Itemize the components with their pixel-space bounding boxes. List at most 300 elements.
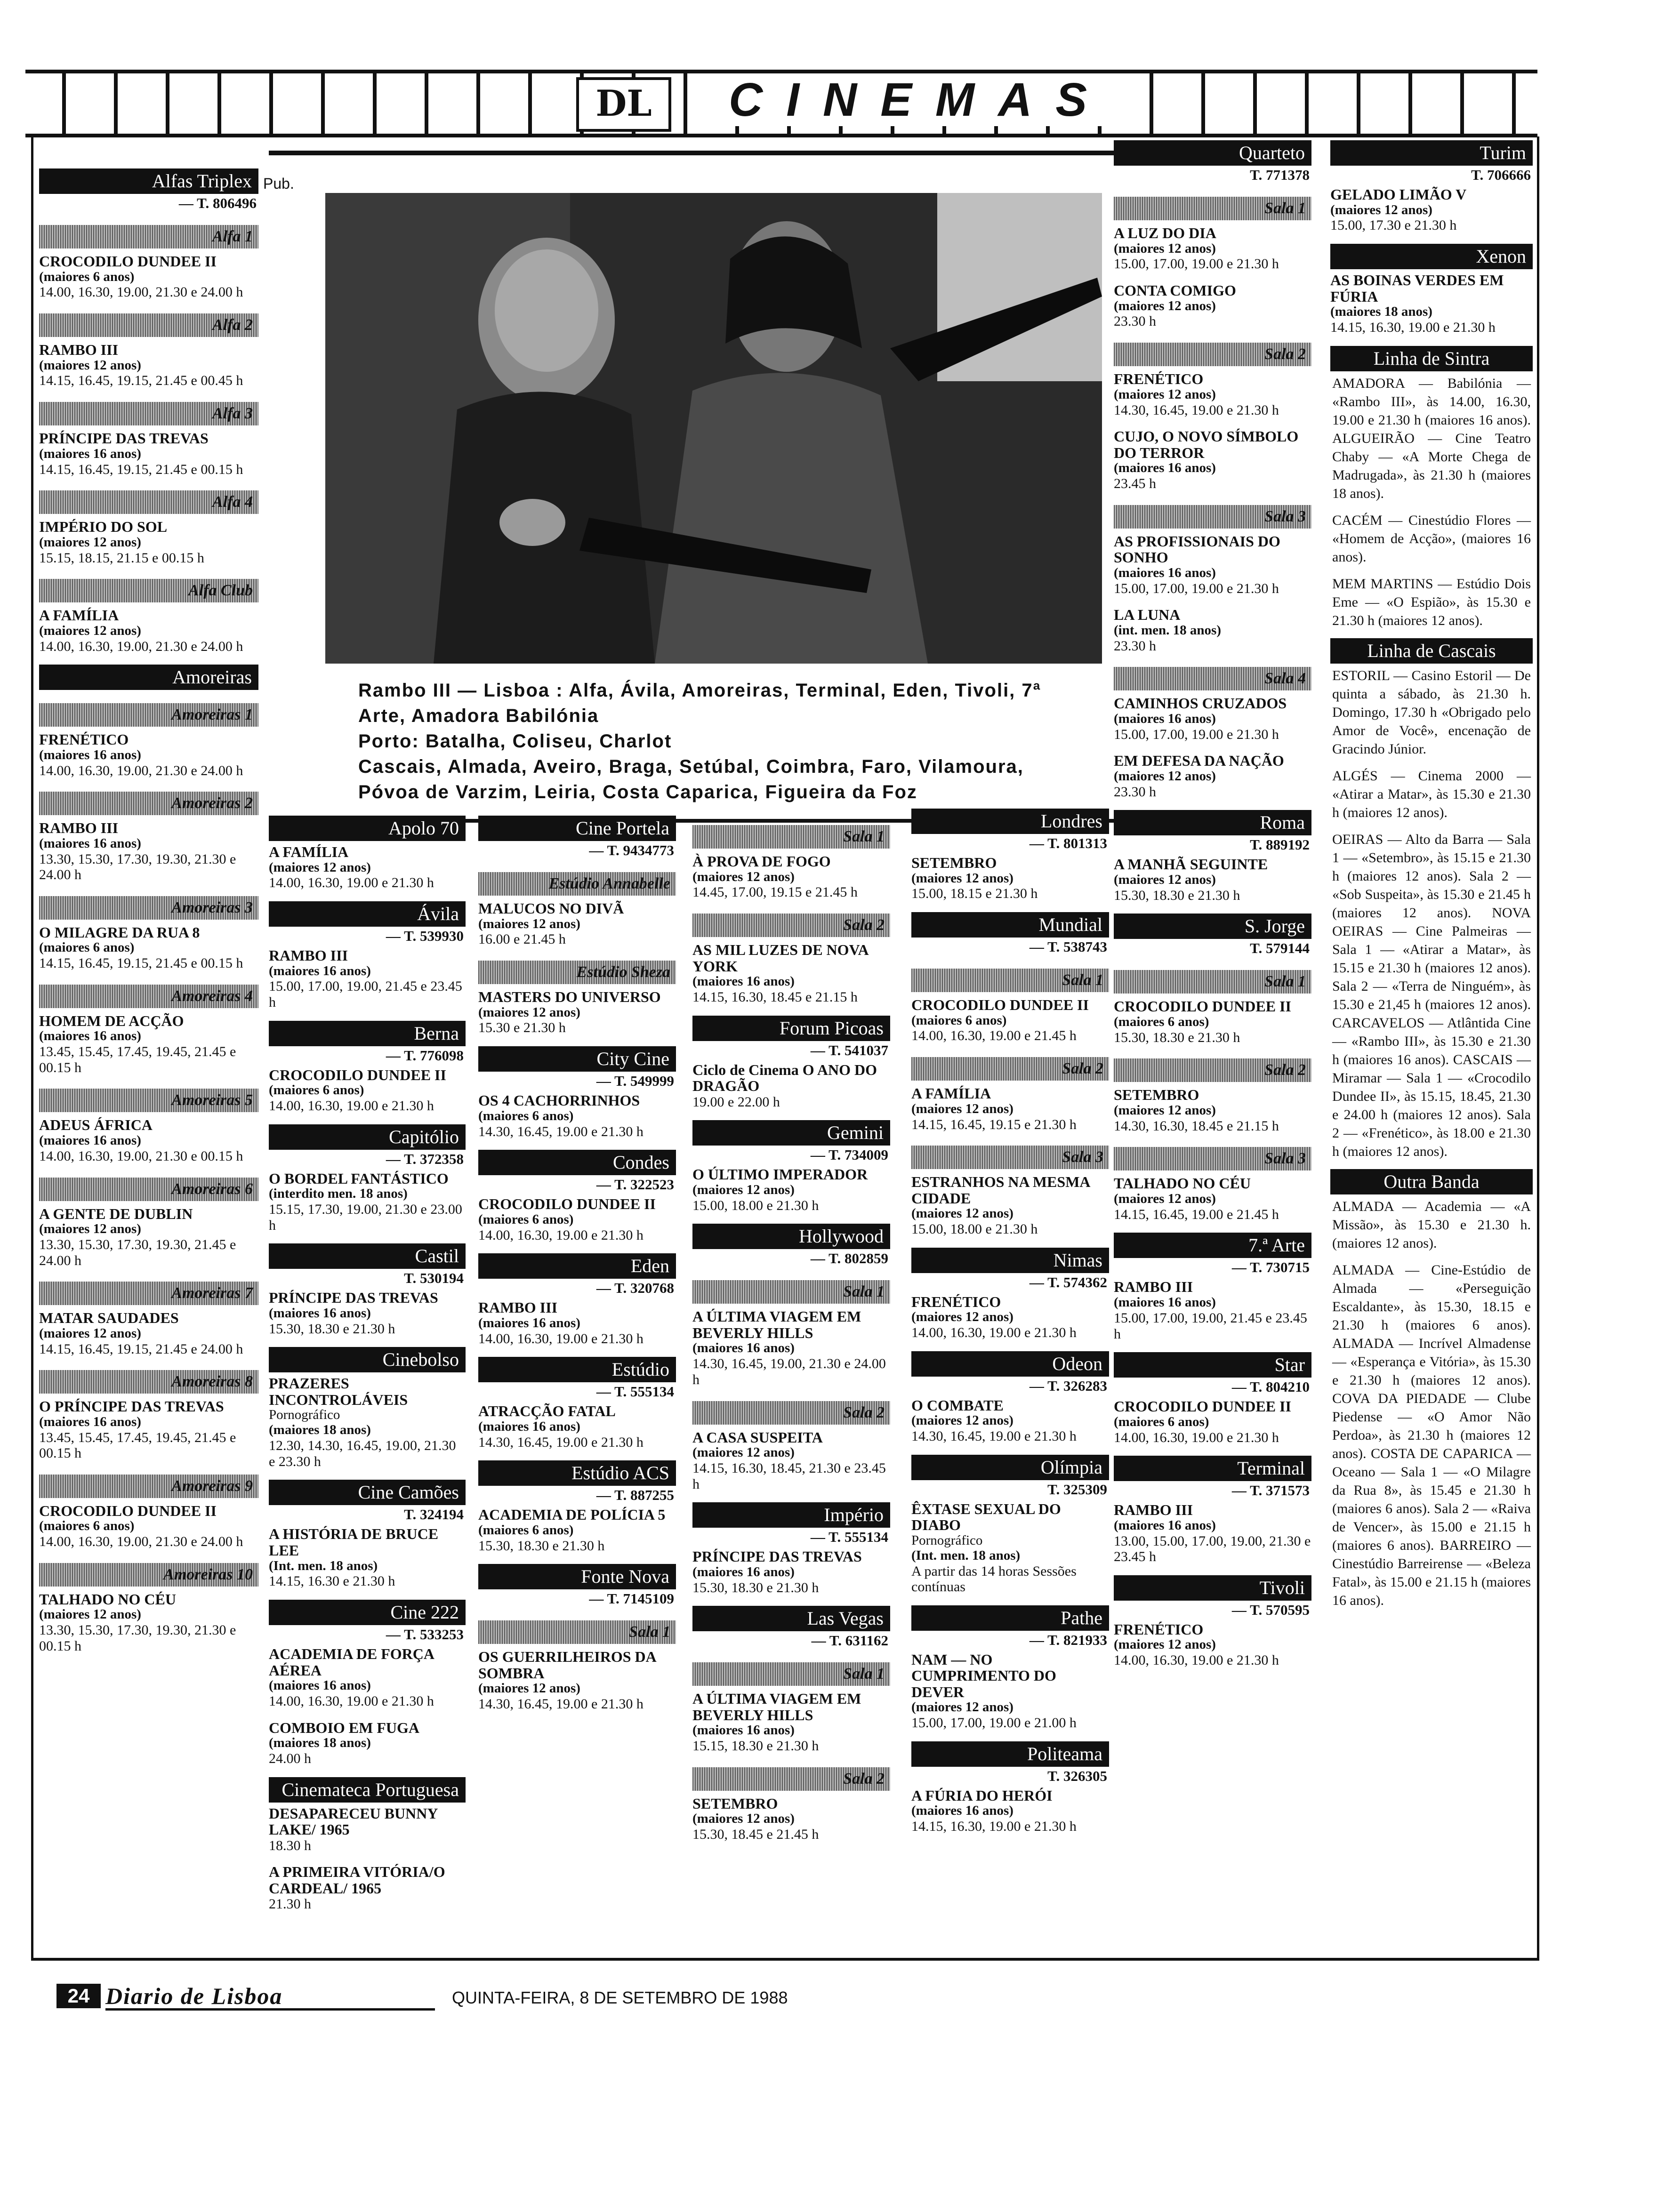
- film-title: EM DEFESA DA NAÇÃO: [1114, 752, 1284, 769]
- film-entry: [39, 1503, 258, 1550]
- film-entry: [39, 1013, 258, 1076]
- showtimes: 13.30, 15.30, 17.30, 19.30, 21.45 e 24.00 h: [39, 1236, 236, 1268]
- caption-line: Cascais, Almada, Aveiro, Braga, Setúbal, Coimbra, Faro, Vilamoura,: [358, 756, 1024, 777]
- phone-number: T. 579144: [1250, 940, 1310, 957]
- age-rating: (maiores 12 anos): [911, 870, 1014, 886]
- screen-label: Sala 2: [692, 914, 890, 937]
- film-entry: [911, 1651, 1109, 1731]
- showtimes: 14.15, 16.45, 19.15, 21.45 e 00.45 h: [39, 373, 243, 389]
- age-rating: (interdito men. 18 anos): [269, 1186, 408, 1202]
- film-entry: [39, 253, 258, 300]
- showtimes: 14.00, 16.30, 19.00, 21.30 e 00.15 h: [39, 1148, 243, 1164]
- showtimes: 23.30 h: [1114, 784, 1156, 800]
- screen-label: Sala 2: [911, 1057, 1109, 1081]
- showtimes: 15.00, 17.00, 19.00 e 21.30 h: [1114, 256, 1279, 272]
- screen-label: Sala 3: [1114, 1147, 1311, 1170]
- screen-label: Amoreiras 4: [39, 985, 258, 1008]
- film-title: PRÍNCIPE DAS TREVAS: [269, 1289, 438, 1306]
- screen-label: Amoreiras 7: [39, 1282, 258, 1305]
- film-entry: [911, 1174, 1109, 1237]
- cinema-heading: Pathe: [911, 1605, 1109, 1631]
- phone-number: — T. 372358: [386, 1150, 464, 1167]
- caption-line: Arte, Amadora Babilónia: [358, 705, 599, 726]
- showtimes: 16.00 e 21.45 h: [478, 931, 566, 947]
- cinema-heading: Linha de Sintra: [1330, 346, 1533, 371]
- cinema-heading: Linha de Cascais: [1330, 638, 1533, 664]
- age-rating: (Int. men. 18 anos): [911, 1547, 1021, 1563]
- showtimes: 13.45, 15.45, 17.45, 19.45, 21.45 e 00.15 h: [39, 1044, 236, 1075]
- film-entry: [692, 1166, 890, 1213]
- age-rating: (maiores 12 anos): [1114, 240, 1216, 256]
- film-entry: [1114, 225, 1311, 272]
- age-rating: (maiores 12 anos): [692, 1811, 795, 1827]
- listing-paragraph: ALMADA — Academia — «A Missão», às 15.30 e 21.30 h. (maiores 12 anos).: [1332, 1198, 1531, 1251]
- age-rating: (maiores 12 anos): [39, 534, 141, 550]
- cinema-heading: Estúdio ACS: [478, 1460, 676, 1486]
- cinema-heading: Quarteto: [1114, 140, 1311, 166]
- age-rating: (maiores 16 anos): [269, 963, 371, 978]
- phone-number: — T. 801313: [1029, 835, 1107, 851]
- film-entry: [478, 1299, 676, 1346]
- film-title: RAMBO III: [1114, 1501, 1193, 1519]
- film-entry: [269, 1864, 466, 1912]
- cinema-heading: Xenon: [1330, 244, 1533, 269]
- cinema-heading: Londres: [911, 809, 1109, 834]
- film-title: SETEMBRO: [1114, 1086, 1199, 1104]
- phone-number: — T. 326283: [1029, 1377, 1107, 1394]
- age-rating: (maiores 16 anos): [39, 1028, 141, 1044]
- phone-number: — T. 806496: [178, 195, 257, 211]
- section-header-band: [25, 70, 1537, 137]
- film-entry: [39, 820, 258, 883]
- age-rating: (maiores 16 anos): [478, 1315, 580, 1330]
- film-entry: [269, 1290, 466, 1337]
- cinema-heading: Las Vegas: [692, 1606, 890, 1631]
- film-entry: [692, 1691, 890, 1754]
- screen-label: Sala 2: [692, 1767, 890, 1791]
- age-rating: (maiores 12 anos): [1114, 1191, 1216, 1206]
- cinema-heading: Roma: [1114, 810, 1311, 835]
- age-rating: (maiores 12 anos): [692, 1445, 795, 1460]
- age-rating: (maiores 18 anos): [269, 1735, 371, 1751]
- film-title: PRÍNCIPE DAS TREVAS: [39, 430, 209, 447]
- showtimes: 15.00, 17.30 e 21.30 h: [1330, 217, 1457, 233]
- film-entry: [911, 1294, 1109, 1341]
- film-entry: [1114, 1398, 1311, 1445]
- cinema-heading: Gemini: [692, 1120, 890, 1146]
- listing-paragraph: AMADORA — Babilónia — «Rambo III», às 14.00, 16.30, 19.00 e 21.30 h (maiores 16 anos). ALGUEIRÃO — Cine Teatro Chaby — «A Morte Chega de Madrugada», às 21.30 h (maiores 18 anos).: [1332, 375, 1531, 501]
- age-rating: (maiores 6 anos): [478, 1211, 574, 1227]
- showtimes: 14.15, 16.30, 18.45 e 21.15 h: [692, 989, 858, 1005]
- showtimes: 13.30, 15.30, 17.30, 19.30, 21.30 e 00.15 h: [39, 1622, 236, 1654]
- film-entry: [269, 1375, 466, 1469]
- film-entry: [1330, 272, 1533, 336]
- showtimes: 23.30 h: [1114, 638, 1156, 654]
- ad-caption: [358, 678, 1111, 805]
- film-entry: [269, 947, 466, 1010]
- film-title: À PROVA DE FOGO: [692, 853, 831, 870]
- cinema-heading: Fonte Nova: [478, 1564, 676, 1589]
- cinema-heading: Cine 222: [269, 1600, 466, 1625]
- screen-label: Sala 1: [1114, 970, 1311, 994]
- film-entry: [1114, 856, 1311, 903]
- film-entry: [269, 1170, 466, 1234]
- showtimes: 14.00, 16.30, 19.00, 21.30 e 24.00 h: [39, 638, 243, 654]
- cinema-heading: City Cine: [478, 1046, 676, 1072]
- cinema-heading: Terminal: [1114, 1456, 1311, 1481]
- film-entry: [911, 855, 1109, 902]
- film-title: AS BOINAS VERDES EM FÚRIA: [1330, 272, 1504, 305]
- age-rating: (maiores 18 anos): [1330, 304, 1432, 320]
- phone-number: — T. 804210: [1231, 1378, 1310, 1395]
- film-entry: [1114, 1279, 1311, 1342]
- showtimes: 15.30, 18.45 e 21.45 h: [692, 1827, 819, 1843]
- showtimes: 14.15, 16.45, 19.15, 21.45 e 00.15 h: [39, 461, 243, 477]
- film-title: CAMINHOS CRUZADOS: [1114, 695, 1287, 712]
- film-entry: [692, 1062, 890, 1110]
- film-entry: [692, 1308, 890, 1387]
- film-title: CROCODILO DUNDEE II: [478, 1195, 656, 1213]
- showtimes: 15.00, 17.00, 19.00, 21.45 e 23.45 h: [269, 978, 462, 1010]
- film-title: ADEUS ÁFRICA: [39, 1116, 153, 1134]
- cinema-heading: Ávila: [269, 901, 466, 927]
- film-entry: [39, 1206, 258, 1269]
- film-entry: [39, 342, 258, 389]
- screen-label: Estúdio Sheza: [478, 961, 676, 984]
- screen-label: Sala 3: [1114, 505, 1311, 529]
- showtimes: 21.30 h: [269, 1896, 311, 1912]
- film-title: A FAMÍLIA: [39, 607, 119, 624]
- showtimes: 15.15, 17.30, 19.00, 21.30 e 23.00 h: [269, 1202, 462, 1233]
- cinema-heading: Apolo 70: [269, 816, 466, 841]
- showtimes: 15.00, 17.00, 19.00, 21.45 e 23.45 h: [1114, 1310, 1307, 1342]
- screen-label: Sala 4: [1114, 667, 1311, 690]
- page-footer: [56, 1983, 788, 2010]
- film-title: A HISTÓRIA DE BRUCE LEE: [269, 1525, 439, 1559]
- age-rating: (maiores 6 anos): [1114, 1414, 1209, 1429]
- cinema-heading: S. Jorge: [1114, 914, 1311, 939]
- cinema-heading: 7.ª Arte: [1114, 1233, 1311, 1258]
- cinema-heading: Politeama: [911, 1741, 1109, 1767]
- listings-frame: [31, 136, 1539, 1961]
- screen-label: Sala 1: [692, 1662, 890, 1686]
- film-title: ACADEMIA DE POLÍCIA 5: [478, 1506, 666, 1523]
- showtimes: 14.00, 16.30, 19.00 e 21.30 h: [1114, 1652, 1279, 1668]
- screen-label: Alfa 3: [39, 402, 258, 425]
- film-title: ATRACÇÃO FATAL: [478, 1403, 616, 1420]
- age-rating: (maiores 16 anos): [269, 1678, 371, 1693]
- age-rating: (maiores 16 anos): [478, 1419, 580, 1434]
- showtimes: 19.00 e 22.00 h: [692, 1094, 780, 1110]
- age-rating: (int. men. 18 anos): [1114, 622, 1221, 638]
- film-entry: [692, 942, 890, 1005]
- film-title: RAMBO III: [39, 341, 119, 359]
- showtimes: 14.15, 16.30 e 21.30 h: [269, 1573, 395, 1589]
- phone-number: T. 325309: [1047, 1481, 1107, 1498]
- age-rating: (maiores 12 anos): [269, 859, 371, 875]
- phone-number: — T. 734009: [810, 1146, 888, 1163]
- age-rating: (maiores 6 anos): [478, 1108, 574, 1123]
- showtimes: 14.30, 16.45, 19.00 e 21.30 h: [478, 1123, 643, 1139]
- screen-label: Sala 3: [911, 1146, 1109, 1169]
- film-entry: [911, 1501, 1109, 1595]
- cinema-heading: Cine Camões: [269, 1480, 466, 1505]
- film-entry: [478, 1649, 676, 1712]
- film-entry: [269, 1646, 466, 1709]
- showtimes: 15.00, 18.00 e 21.30 h: [911, 1221, 1038, 1237]
- age-rating: (maiores 12 anos): [911, 1101, 1014, 1116]
- film-title: SETEMBRO: [911, 854, 997, 871]
- film-title: PRAZERES INCONTROLÁVEIS: [269, 1375, 408, 1408]
- phone-number: T. 889192: [1250, 836, 1310, 853]
- screen-label: Sala 1: [692, 1280, 890, 1304]
- cinema-heading: Cine Portela: [478, 816, 676, 841]
- listing-column: [911, 805, 1109, 1845]
- showtimes: 14.30, 16.45, 19.00 e 21.30 h: [478, 1434, 643, 1450]
- age-rating: (maiores 16 anos): [39, 747, 141, 762]
- film-title: NAM — NO CUMPRIMENTO DO DEVER: [911, 1651, 1056, 1700]
- caption-line: Rambo III — Lisboa : Alfa, Ávila, Amoreiras, Terminal, Eden, Tivoli, 7ª: [358, 680, 1041, 701]
- film-title: RAMBO III: [39, 819, 119, 837]
- phone-number: — T. 555134: [596, 1383, 674, 1400]
- showtimes: 13.30, 15.30, 17.30, 19.30, 21.30 e 24.00 h: [39, 851, 236, 883]
- phone-number: — T. 570595: [1231, 1601, 1310, 1618]
- showtimes: 14.15, 16.30, 19.00 e 21.30 h: [1330, 320, 1496, 336]
- film-entry: [39, 924, 258, 971]
- film-entry: [478, 1092, 676, 1139]
- screen-label: Alfa 4: [39, 490, 258, 514]
- film-title: OS GUERRILHEIROS DA SOMBRA: [478, 1648, 656, 1682]
- film-entry: [39, 1591, 258, 1654]
- film-title: A PRIMEIRA VITÓRIA/O CARDEAL/ 1965: [269, 1863, 445, 1897]
- film-title: O BORDEL FANTÁSTICO: [269, 1170, 449, 1187]
- film-entry: [911, 1085, 1109, 1132]
- showtimes: 14.30, 16.30, 18.45 e 21.15 h: [1114, 1118, 1279, 1134]
- listing-paragraph: CACÉM — Cinestúdio Flores — «Homem de Acção», (maiores 16 anos).: [1332, 512, 1531, 565]
- film-entry: [478, 989, 676, 1036]
- age-rating: (maiores 16 anos): [39, 446, 141, 461]
- film-entry: [39, 731, 258, 778]
- age-rating: (maiores 12 anos): [478, 1681, 580, 1696]
- film-title: FRENÉTICO: [1114, 1620, 1204, 1638]
- showtimes: 14.30, 16.45, 19.00 e 21.30 h: [1114, 402, 1279, 418]
- screen-label: Alfa 1: [39, 225, 258, 248]
- film-entry: [39, 430, 258, 477]
- age-rating: (maiores 16 anos): [692, 1340, 795, 1356]
- showtimes: 14.30, 16.45, 19.00, 21.30 e 24.00 h: [692, 1356, 886, 1387]
- cinema-heading: Cinemateca Portuguesa: [269, 1777, 466, 1803]
- screen-label: Sala 1: [1114, 197, 1311, 220]
- cinema-heading: Outra Banda: [1330, 1169, 1533, 1194]
- age-rating: (maiores 12 anos): [911, 1699, 1014, 1715]
- showtimes: 15.15, 18.30 e 21.30 h: [692, 1738, 819, 1754]
- film-title: Ciclo de Cinema O ANO DO DRAGÃO: [692, 1061, 877, 1095]
- phone-number: T. 706666: [1471, 167, 1531, 183]
- film-entry: [1114, 1621, 1311, 1668]
- phone-number: T. 326305: [1047, 1767, 1107, 1784]
- film-title: CROCODILO DUNDEE II: [269, 1066, 446, 1083]
- film-title: A FAMÍLIA: [269, 843, 349, 860]
- cinema-heading: Amoreiras: [39, 665, 258, 690]
- listing-column: [692, 812, 890, 1853]
- listing-column: [478, 812, 676, 1723]
- showtimes: 14.30, 16.45, 19.00 e 21.30 h: [478, 1696, 643, 1712]
- film-entry: [39, 607, 258, 654]
- phone-number: — T. 538743: [1029, 938, 1107, 955]
- listing-paragraph: ESTORIL — Casino Estoril — De quinta a sábado, às 21.30 h. Domingo, 17.30 h «Obrigado pelo Amor de Você», encenação de Gracindo Júnior.: [1332, 667, 1531, 757]
- showtimes: 14.00, 16.30, 19.00 e 21.45 h: [911, 1028, 1077, 1044]
- showtimes: 12.30, 14.30, 16.45, 19.00, 21.30 e 23.30 h: [269, 1438, 456, 1469]
- film-title: O ÚLTIMO IMPERADOR: [692, 1166, 868, 1183]
- film-entry: [269, 1067, 466, 1114]
- age-rating: (maiores 16 anos): [692, 1723, 795, 1738]
- showtimes: 14.45, 17.00, 19.15 e 21.45 h: [692, 884, 858, 900]
- phone-number: — T. 539930: [386, 928, 464, 945]
- showtimes: 15.00, 18.00 e 21.30 h: [692, 1197, 819, 1213]
- film-title: A ÚLTIMA VIAGEM EM BEVERLY HILLS: [692, 1308, 861, 1341]
- showtimes: 14.15, 16.45, 19.15, 21.45 e 00.15 h: [39, 955, 243, 971]
- film-title: RAMBO III: [1114, 1278, 1193, 1296]
- film-title: PRÍNCIPE DAS TREVAS: [692, 1548, 862, 1565]
- listing-column: [269, 812, 466, 1923]
- age-rating: (maiores 12 anos): [692, 1182, 795, 1197]
- showtimes: 14.00, 16.30, 19.00 e 21.30 h: [269, 875, 434, 891]
- age-rating: (maiores 16 anos): [1114, 1517, 1216, 1533]
- cinema-heading: Nimas: [911, 1248, 1109, 1273]
- film-title: A FÚRIA DO HERÓI: [911, 1787, 1053, 1804]
- film-entry: [39, 1117, 258, 1164]
- film-title: O PRÍNCIPE DAS TREVAS: [39, 1398, 224, 1415]
- showtimes: 15.30, 18.30 e 21.30 h: [1114, 887, 1240, 903]
- film-entry: [1114, 1175, 1311, 1222]
- rambo-advertisement: [263, 151, 1130, 823]
- film-entry: [269, 844, 466, 891]
- film-title: A GENTE DE DUBLIN: [39, 1205, 193, 1222]
- cinema-heading: Hollywood: [692, 1224, 890, 1249]
- age-rating: (maiores 12 anos): [39, 623, 141, 638]
- film-title: CUJO, O NOVO SÍMBOLO DO TERROR: [1114, 428, 1299, 461]
- age-rating: (maiores 12 anos): [1114, 768, 1216, 784]
- film-title: OS 4 CACHORRINHOS: [478, 1092, 640, 1109]
- film-title: A FAMÍLIA: [911, 1085, 991, 1102]
- phone-number: — T. 9434773: [589, 842, 674, 858]
- film-entry: [478, 1196, 676, 1243]
- film-title: RAMBO III: [269, 947, 348, 964]
- rambo-photo: [325, 193, 1102, 664]
- film-title: O MILAGRE DA RUA 8: [39, 923, 200, 941]
- film-title: CROCODILO DUNDEE II: [39, 1502, 217, 1519]
- screen-label: Amoreiras 3: [39, 896, 258, 920]
- phone-number: — T. 555134: [810, 1529, 888, 1546]
- film-entry: [911, 997, 1109, 1044]
- film-entry: [1114, 1502, 1311, 1565]
- screen-label: Amoreiras 9: [39, 1475, 258, 1498]
- showtimes: 14.00, 16.30, 19.00 e 21.30 h: [1114, 1429, 1279, 1445]
- screen-label: Alfa Club: [39, 579, 258, 602]
- age-rating: (maiores 6 anos): [911, 1012, 1007, 1028]
- showtimes: 14.30, 16.45, 19.00 e 21.30 h: [911, 1428, 1077, 1444]
- age-rating: (Int. men. 18 anos): [269, 1558, 378, 1573]
- film-title: ESTRANHOS NA MESMA CIDADE: [911, 1173, 1090, 1207]
- showtimes: A partir das 14 horas Sessões contínuas: [911, 1563, 1077, 1595]
- film-title: CROCODILO DUNDEE II: [1114, 1398, 1291, 1415]
- film-entry: [1114, 753, 1311, 800]
- cinema-heading: Condes: [478, 1150, 676, 1175]
- film-entry: [269, 1720, 466, 1767]
- phone-number: — T. 549999: [596, 1073, 674, 1090]
- film-title: FRENÉTICO: [39, 731, 129, 748]
- showtimes: 14.00, 16.30, 19.00 e 21.30 h: [911, 1325, 1077, 1341]
- showtimes: 15.00, 18.15 e 21.30 h: [911, 886, 1038, 902]
- newspaper-logo: DL: [576, 77, 671, 132]
- phone-number: — T. 7145109: [589, 1590, 674, 1607]
- film-genre: Pornográfico: [269, 1407, 340, 1423]
- showtimes: 15.30, 18.30 e 21.30 h: [269, 1321, 395, 1337]
- age-rating: (maiores 12 anos): [478, 1004, 580, 1020]
- screen-label: Sala 2: [1114, 1058, 1311, 1082]
- age-rating: (maiores 6 anos): [1114, 1014, 1209, 1029]
- pub-label: Pub.: [263, 175, 294, 192]
- age-rating: (maiores 16 anos): [692, 974, 795, 989]
- cinema-heading: Berna: [269, 1021, 466, 1046]
- film-title: CROCODILO DUNDEE II: [39, 253, 217, 270]
- showtimes: 15.00, 17.00, 19.00 e 21.30 h: [1114, 726, 1279, 742]
- showtimes: 13.45, 15.45, 17.45, 19.45, 21.45 e 00.15 h: [39, 1429, 236, 1461]
- age-rating: (maiores 12 anos): [39, 357, 141, 373]
- age-rating: (maiores 16 anos): [269, 1305, 371, 1321]
- age-rating: (maiores 12 anos): [1114, 386, 1216, 402]
- cinema-heading: Estúdio: [478, 1357, 676, 1382]
- age-rating: (maiores 12 anos): [1114, 872, 1216, 887]
- showtimes: 14.00, 16.30, 19.00, 21.30 e 24.00 h: [39, 284, 243, 300]
- showtimes: 15.15, 18.15, 21.15 e 00.15 h: [39, 550, 204, 566]
- film-title: MASTERS DO UNIVERSO: [478, 988, 661, 1006]
- age-rating: (maiores 12 anos): [911, 1309, 1014, 1325]
- showtimes: 24.00 h: [269, 1751, 311, 1766]
- age-rating: (maiores 16 anos): [692, 1564, 795, 1579]
- film-entry: [1114, 428, 1311, 492]
- phone-number: — T. 320768: [596, 1280, 674, 1297]
- showtimes: 14.00, 16.30, 19.00 e 21.30 h: [478, 1330, 643, 1346]
- film-title: RAMBO III: [478, 1299, 558, 1316]
- listing-paragraph: ALGÉS — Cinema 2000 — «Atirar a Matar», às 15.30 e 21.30 h (maiores 12 anos).: [1332, 768, 1531, 820]
- film-title: O COMBATE: [911, 1396, 1004, 1414]
- film-entry: [39, 519, 258, 566]
- listing-column: [1330, 136, 1533, 1618]
- age-rating: (maiores 6 anos): [39, 940, 135, 955]
- cinema-heading: Tivoli: [1114, 1575, 1311, 1601]
- screen-label: Sala 2: [1114, 343, 1311, 366]
- film-genre: Pornográfico: [911, 1532, 983, 1548]
- screen-label: Sala 1: [478, 1620, 676, 1644]
- listing-column: [39, 165, 258, 1664]
- film-title: MATAR SAUDADES: [39, 1309, 179, 1327]
- film-entry: [1114, 695, 1311, 742]
- phone-number: — T. 887255: [596, 1487, 674, 1504]
- showtimes: 14.15, 16.30, 18.45, 21.30 e 23.45 h: [692, 1460, 886, 1492]
- film-title: A ÚLTIMA VIAGEM EM BEVERLY HILLS: [692, 1690, 861, 1723]
- film-entry: [39, 1310, 258, 1357]
- listing-paragraph: MEM MARTINS — Estúdio Dois Eme — «O Espião», às 15.30 e 21.30 h (maiores 12 anos).: [1332, 576, 1531, 628]
- showtimes: 15.00, 17.00, 19.00 e 21.30 h: [1114, 580, 1279, 596]
- screen-label: Sala 1: [911, 969, 1109, 992]
- screen-label: Amoreiras 8: [39, 1370, 258, 1394]
- film-title: COMBOIO EM FUGA: [269, 1719, 419, 1736]
- showtimes: 14.15, 16.45, 19.00 e 21.45 h: [1114, 1206, 1279, 1222]
- film-entry: [1114, 282, 1311, 329]
- film-title: ÊXTASE SEXUAL DO DIABO: [911, 1500, 1061, 1534]
- film-entry: [911, 1397, 1109, 1444]
